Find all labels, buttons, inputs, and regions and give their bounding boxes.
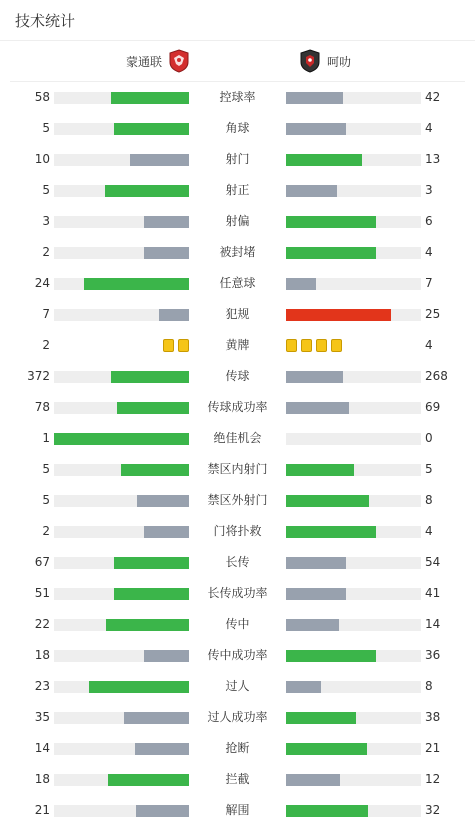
away-bar	[286, 92, 343, 104]
stat-label: 传球成功率	[207, 400, 268, 414]
away-bar	[286, 681, 321, 693]
away-value: 54	[425, 555, 441, 569]
stat-row	[0, 392, 475, 423]
home-bar-track	[54, 557, 189, 569]
away-bar	[286, 495, 369, 507]
away-value: 12	[425, 772, 441, 786]
stat-row	[0, 175, 475, 206]
away-bar-track	[286, 402, 421, 414]
away-value: 7	[425, 276, 433, 290]
home-bar-track	[54, 712, 189, 724]
stat-row	[0, 795, 475, 826]
away-bar-track	[286, 185, 421, 197]
away-bar-track	[286, 619, 421, 631]
away-team-name: 呵叻	[327, 54, 352, 69]
yellow-card-icon	[301, 339, 312, 352]
yellow-card-icon	[178, 339, 189, 352]
home-bar-track	[54, 247, 189, 259]
stat-label: 角球	[225, 121, 250, 135]
home-bar	[121, 464, 189, 476]
home-bar	[106, 619, 189, 631]
stat-label: 控球率	[219, 90, 256, 104]
home-bar	[114, 123, 189, 135]
stat-row	[0, 764, 475, 795]
stat-row	[0, 671, 475, 702]
home-bar	[135, 743, 189, 755]
away-yellow-cards	[286, 339, 421, 352]
stat-label: 射偏	[225, 214, 250, 228]
away-value: 13	[425, 152, 441, 166]
away-bar-track	[286, 495, 421, 507]
stat-label: 解围	[225, 803, 250, 817]
home-bar	[137, 495, 189, 507]
home-value: 5	[42, 493, 50, 507]
home-value: 22	[34, 617, 50, 631]
away-bar-track	[286, 650, 421, 662]
stat-row	[0, 237, 475, 268]
away-bar	[286, 650, 376, 662]
away-bar	[286, 774, 340, 786]
home-bar	[54, 433, 189, 445]
home-bar-track	[54, 216, 189, 228]
home-value: 14	[34, 741, 50, 755]
home-value: 2	[42, 245, 50, 259]
away-bar	[286, 402, 349, 414]
away-bar	[286, 154, 362, 166]
home-value: 5	[42, 121, 50, 135]
away-bar-track	[286, 805, 421, 817]
home-bar-track	[54, 774, 189, 786]
away-bar	[286, 526, 376, 538]
stat-label: 抢断	[225, 741, 250, 755]
away-bar-track	[286, 216, 421, 228]
home-bar-track	[54, 805, 189, 817]
away-value: 4	[425, 245, 433, 259]
section-header	[0, 0, 475, 41]
yellow-card-icon	[331, 339, 342, 352]
stat-label: 被封堵	[219, 245, 256, 259]
stat-row	[0, 82, 475, 113]
away-bar	[286, 216, 376, 228]
home-bar	[114, 557, 189, 569]
away-bar-track	[286, 526, 421, 538]
home-value: 2	[42, 338, 50, 352]
stat-row	[0, 144, 475, 175]
stat-label: 长传	[225, 555, 250, 569]
stat-row	[0, 578, 475, 609]
stat-label: 犯规	[225, 307, 250, 321]
home-bar-track	[54, 92, 189, 104]
home-value: 5	[42, 462, 50, 476]
stats-list	[0, 82, 475, 826]
home-bar-track	[54, 464, 189, 476]
stat-label: 黄牌	[225, 338, 250, 352]
stat-row	[0, 547, 475, 578]
stat-label: 传中成功率	[207, 648, 268, 662]
away-bar-track	[286, 247, 421, 259]
away-bar	[286, 743, 367, 755]
yellow-card-icon	[316, 339, 327, 352]
away-bar	[286, 619, 339, 631]
home-bar	[114, 588, 189, 600]
home-value: 51	[34, 586, 50, 600]
home-bar-track	[54, 681, 189, 693]
stat-label: 长传成功率	[207, 586, 268, 600]
stat-label: 射门	[225, 152, 250, 166]
section-title: 技术统计	[15, 11, 76, 30]
home-bar-track	[54, 278, 189, 290]
home-bar-track	[54, 154, 189, 166]
stat-row	[0, 113, 475, 144]
away-value: 69	[425, 400, 441, 414]
stat-row	[0, 454, 475, 485]
home-bar-track	[54, 495, 189, 507]
away-team-logo-icon	[299, 49, 321, 73]
home-value: 24	[34, 276, 50, 290]
away-bar-track	[286, 278, 421, 290]
home-value: 3	[42, 214, 50, 228]
away-value: 32	[425, 803, 441, 817]
stat-label: 门将扑救	[213, 524, 262, 538]
away-value: 25	[425, 307, 441, 321]
home-value: 58	[34, 90, 50, 104]
home-bar	[89, 681, 189, 693]
stat-row	[0, 485, 475, 516]
away-value: 8	[425, 679, 433, 693]
home-team-name: 蒙通联	[126, 54, 163, 69]
away-value: 38	[425, 710, 441, 724]
away-bar	[286, 278, 316, 290]
away-bar	[286, 712, 356, 724]
away-bar-track	[286, 588, 421, 600]
home-bar	[124, 712, 189, 724]
away-value: 3	[425, 183, 433, 197]
away-value: 5	[425, 462, 433, 476]
away-bar-track	[286, 464, 421, 476]
away-bar-track	[286, 712, 421, 724]
home-bar	[105, 185, 189, 197]
away-bar-track	[286, 309, 421, 321]
home-value: 35	[34, 710, 50, 724]
home-value: 2	[42, 524, 50, 538]
home-value: 21	[34, 803, 50, 817]
away-value: 4	[425, 524, 433, 538]
home-bar	[117, 402, 189, 414]
stat-label: 过人成功率	[207, 710, 268, 724]
home-value: 67	[34, 555, 50, 569]
home-bar-track	[54, 123, 189, 135]
stat-label: 禁区内射门	[207, 462, 268, 476]
away-value: 21	[425, 741, 441, 755]
away-bar	[286, 371, 343, 383]
home-bar	[136, 805, 189, 817]
home-value: 372	[27, 369, 50, 383]
yellow-card-icon	[163, 339, 174, 352]
away-bar	[286, 247, 376, 259]
away-bar	[286, 185, 337, 197]
away-team[interactable]	[293, 41, 351, 81]
home-value: 23	[34, 679, 50, 693]
away-value: 4	[425, 338, 433, 352]
home-team-logo-icon	[168, 49, 190, 73]
stat-label: 射正	[225, 183, 250, 197]
away-bar	[286, 123, 346, 135]
stat-row	[0, 516, 475, 547]
away-value: 6	[425, 214, 433, 228]
away-value: 36	[425, 648, 441, 662]
home-bar-track	[54, 371, 189, 383]
home-bar	[144, 247, 189, 259]
home-bar	[144, 650, 189, 662]
stat-label: 传中	[225, 617, 250, 631]
away-bar	[286, 805, 368, 817]
away-bar-track	[286, 123, 421, 135]
stat-label: 绝佳机会	[213, 431, 262, 445]
stat-row	[0, 702, 475, 733]
away-value: 42	[425, 90, 441, 104]
away-bar	[286, 557, 346, 569]
away-bar-track	[286, 743, 421, 755]
away-bar-track	[286, 433, 421, 445]
home-bar-track	[54, 619, 189, 631]
yellow-card-icon	[286, 339, 297, 352]
home-bar	[111, 92, 189, 104]
home-bar	[144, 526, 189, 538]
home-bar-track	[54, 185, 189, 197]
home-value: 7	[42, 307, 50, 321]
home-bar-track	[54, 402, 189, 414]
home-value: 78	[34, 400, 50, 414]
stat-row	[0, 206, 475, 237]
home-team[interactable]	[126, 41, 196, 81]
away-value: 41	[425, 586, 441, 600]
teams-row	[10, 41, 465, 82]
home-bar	[144, 216, 189, 228]
home-bar-track	[54, 526, 189, 538]
stat-row	[0, 733, 475, 764]
away-bar-track	[286, 681, 421, 693]
away-bar	[286, 588, 346, 600]
stat-label: 任意球	[219, 276, 256, 290]
home-value: 18	[34, 648, 50, 662]
away-value: 14	[425, 617, 441, 631]
home-value: 5	[42, 183, 50, 197]
away-value: 0	[425, 431, 433, 445]
home-bar	[159, 309, 189, 321]
stat-label: 传球	[225, 369, 250, 383]
home-bar-track	[54, 588, 189, 600]
stat-row	[0, 640, 475, 671]
home-bar-track	[54, 433, 189, 445]
home-bar-track	[54, 309, 189, 321]
home-bar-track	[54, 743, 189, 755]
home-bar	[84, 278, 189, 290]
home-bar	[108, 774, 189, 786]
home-bar	[130, 154, 189, 166]
stat-row	[0, 299, 475, 330]
stat-label: 拦截	[225, 772, 250, 786]
home-value: 1	[42, 431, 50, 445]
stat-row	[0, 609, 475, 640]
stat-row	[0, 268, 475, 299]
home-value: 18	[34, 772, 50, 786]
stat-row	[0, 361, 475, 392]
stat-row	[0, 423, 475, 454]
away-bar-track	[286, 371, 421, 383]
away-bar	[286, 309, 391, 321]
away-value: 4	[425, 121, 433, 135]
stat-label: 过人	[225, 679, 250, 693]
stat-row	[0, 330, 475, 361]
away-value: 268	[425, 369, 448, 383]
home-bar-track	[54, 650, 189, 662]
away-bar-track	[286, 774, 421, 786]
away-value: 8	[425, 493, 433, 507]
away-bar-track	[286, 154, 421, 166]
away-bar-track	[286, 557, 421, 569]
home-bar	[111, 371, 189, 383]
stat-label: 禁区外射门	[207, 493, 268, 507]
home-value: 10	[34, 152, 50, 166]
away-bar-track	[286, 92, 421, 104]
away-bar	[286, 464, 354, 476]
home-yellow-cards	[54, 339, 189, 352]
